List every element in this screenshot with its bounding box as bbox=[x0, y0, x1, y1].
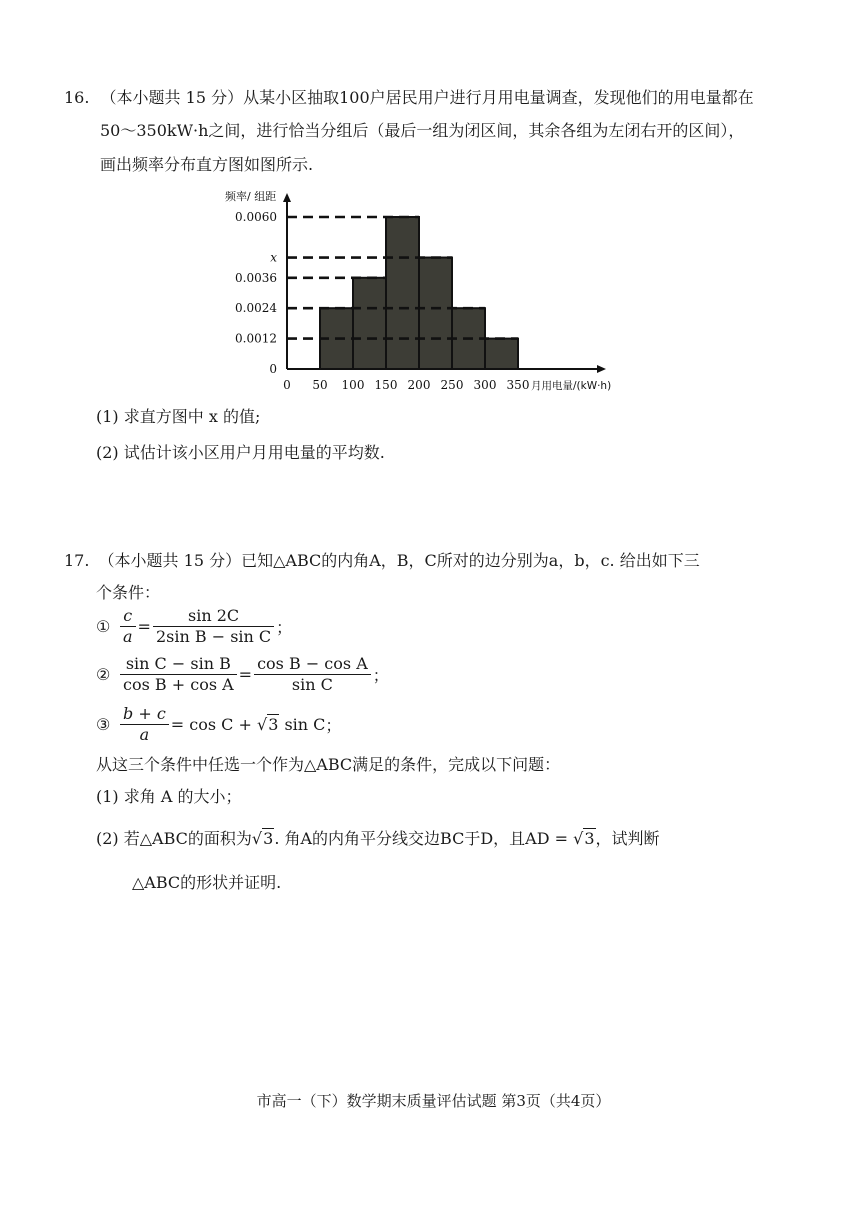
q16-sub1: (1) 求直方图中 x 的值; bbox=[96, 407, 261, 426]
x-tick-label-5: 250 bbox=[440, 378, 464, 392]
condition-1-rhs-num: sin 2C bbox=[153, 606, 274, 627]
y-tick-label-5: 0 bbox=[269, 362, 277, 376]
y-tick-label-3: 0.0024 bbox=[235, 301, 277, 316]
condition-1-end: ； bbox=[276, 618, 293, 637]
condition-1-lhs-den: a bbox=[123, 627, 133, 646]
y-axis-label: 频率/ 组距 bbox=[225, 190, 277, 203]
q17-sub2-part-b: . 角A的内角平分线交边BC于D，且AD = bbox=[274, 829, 574, 848]
condition-2-lhs bbox=[120, 654, 237, 695]
histogram-bar-2 bbox=[386, 217, 419, 369]
condition-3-lhs bbox=[120, 704, 169, 745]
x-tick-label-7: 350 bbox=[506, 378, 530, 392]
q17-sub2-part-a: (2) 若△ABC的面积为 bbox=[96, 829, 252, 848]
page-footer: 市高一（下）数学期末质量评估试题 第3页（共4页） bbox=[256, 1092, 611, 1110]
x-tick-label-6: 300 bbox=[473, 378, 497, 392]
q16-text-line1: （本小题共 15 分）从某小区抽取100户居民用户进行月用电量调查，发现他们的用电量都在 bbox=[100, 88, 754, 107]
q16-sub2: (2) 试估计该小区用户月用电量的平均数. bbox=[96, 443, 385, 462]
x-tick-label-4: 200 bbox=[407, 378, 431, 392]
x-tick-label-2: 100 bbox=[341, 378, 365, 392]
q17-sub2-part-c: ，试判断 bbox=[595, 829, 660, 848]
condition-1 bbox=[96, 606, 292, 647]
condition-3-rhs-b: sin C bbox=[279, 715, 326, 734]
q16-line2: 50～350kW·h之间，进行恰当分组后（最后一组为闭区间，其余各组为左闭右开的区间）， bbox=[100, 121, 745, 140]
condition-2-end: ； bbox=[372, 666, 389, 685]
condition-2-lhs-den: cos B + cos A bbox=[123, 675, 234, 694]
x-axis-arrow bbox=[597, 365, 606, 373]
frequency-histogram bbox=[225, 188, 625, 400]
q16-number: 16. bbox=[64, 88, 90, 107]
sqrt-radicand: 3 bbox=[263, 829, 274, 848]
histogram-bar-5 bbox=[485, 339, 518, 369]
condition-2-rhs-num: cos B − cos A bbox=[254, 654, 371, 675]
condition-3-mark: ③ bbox=[96, 715, 111, 734]
condition-2 bbox=[96, 654, 389, 695]
q16-line1 bbox=[64, 87, 754, 109]
condition-2-rhs-den: sin C bbox=[291, 675, 333, 694]
sqrt-radicand: 3 bbox=[584, 829, 595, 848]
q16-line3: 画出频率分布直方图如图所示. bbox=[100, 155, 314, 174]
sqrt-symbol: √3 bbox=[256, 715, 279, 734]
sqrt-radicand: 3 bbox=[268, 715, 279, 734]
condition-1-rhs-den: 2sin B − sin C bbox=[155, 627, 272, 646]
condition-3-rhs-a: = cos C + bbox=[170, 715, 257, 734]
histogram-bar-1 bbox=[353, 278, 386, 369]
equals-sign: = bbox=[238, 665, 253, 684]
condition-1-mark: ① bbox=[96, 617, 111, 636]
sqrt-symbol: √3 bbox=[251, 829, 274, 848]
x-tick-label-3: 150 bbox=[374, 378, 398, 392]
condition-3 bbox=[96, 704, 341, 745]
x-axis-label: 月用电量/(kW·h) bbox=[531, 380, 612, 392]
y-tick-label-2: 0.0036 bbox=[235, 270, 277, 285]
q17-sub1: (1) 求角 A 的大小； bbox=[96, 787, 242, 806]
x-tick-label-1: 50 bbox=[312, 378, 328, 392]
q17-choose-line: 从这三个条件中任选一个作为△ABC满足的条件，完成以下问题： bbox=[96, 755, 561, 774]
x-tick-label-0: 0 bbox=[283, 378, 291, 392]
condition-2-mark: ② bbox=[96, 665, 111, 684]
q17-sub2-line2: △ABC的形状并证明. bbox=[132, 873, 282, 892]
q17-line2: 个条件： bbox=[96, 583, 161, 602]
equals-sign: = bbox=[137, 617, 151, 636]
condition-2-lhs-num: sin C − sin B bbox=[120, 654, 237, 675]
condition-3-lhs-num: b + c bbox=[120, 704, 169, 725]
condition-1-lhs bbox=[120, 606, 136, 647]
condition-2-rhs bbox=[254, 654, 371, 695]
y-axis-arrow bbox=[283, 193, 291, 202]
sqrt-symbol: √3 bbox=[573, 829, 595, 848]
condition-1-lhs-num: c bbox=[120, 606, 136, 627]
condition-3-end: ； bbox=[325, 716, 342, 735]
q17-text-line1: （本小题共 15 分）已知△ABC的内角A，B，C所对的边分别为a，b，c. 给出如下三 bbox=[98, 551, 700, 570]
y-tick-label-4: 0.0012 bbox=[235, 331, 277, 346]
histogram-bar-3 bbox=[419, 258, 452, 369]
y-tick-label-0: 0.0060 bbox=[235, 210, 277, 224]
q17-number: 17. bbox=[64, 551, 90, 570]
q17-line1 bbox=[64, 550, 700, 572]
condition-3-lhs-den: a bbox=[139, 725, 150, 744]
y-tick-label-1: x bbox=[270, 250, 277, 265]
condition-1-rhs bbox=[153, 606, 274, 647]
q17-sub2 bbox=[96, 828, 660, 850]
